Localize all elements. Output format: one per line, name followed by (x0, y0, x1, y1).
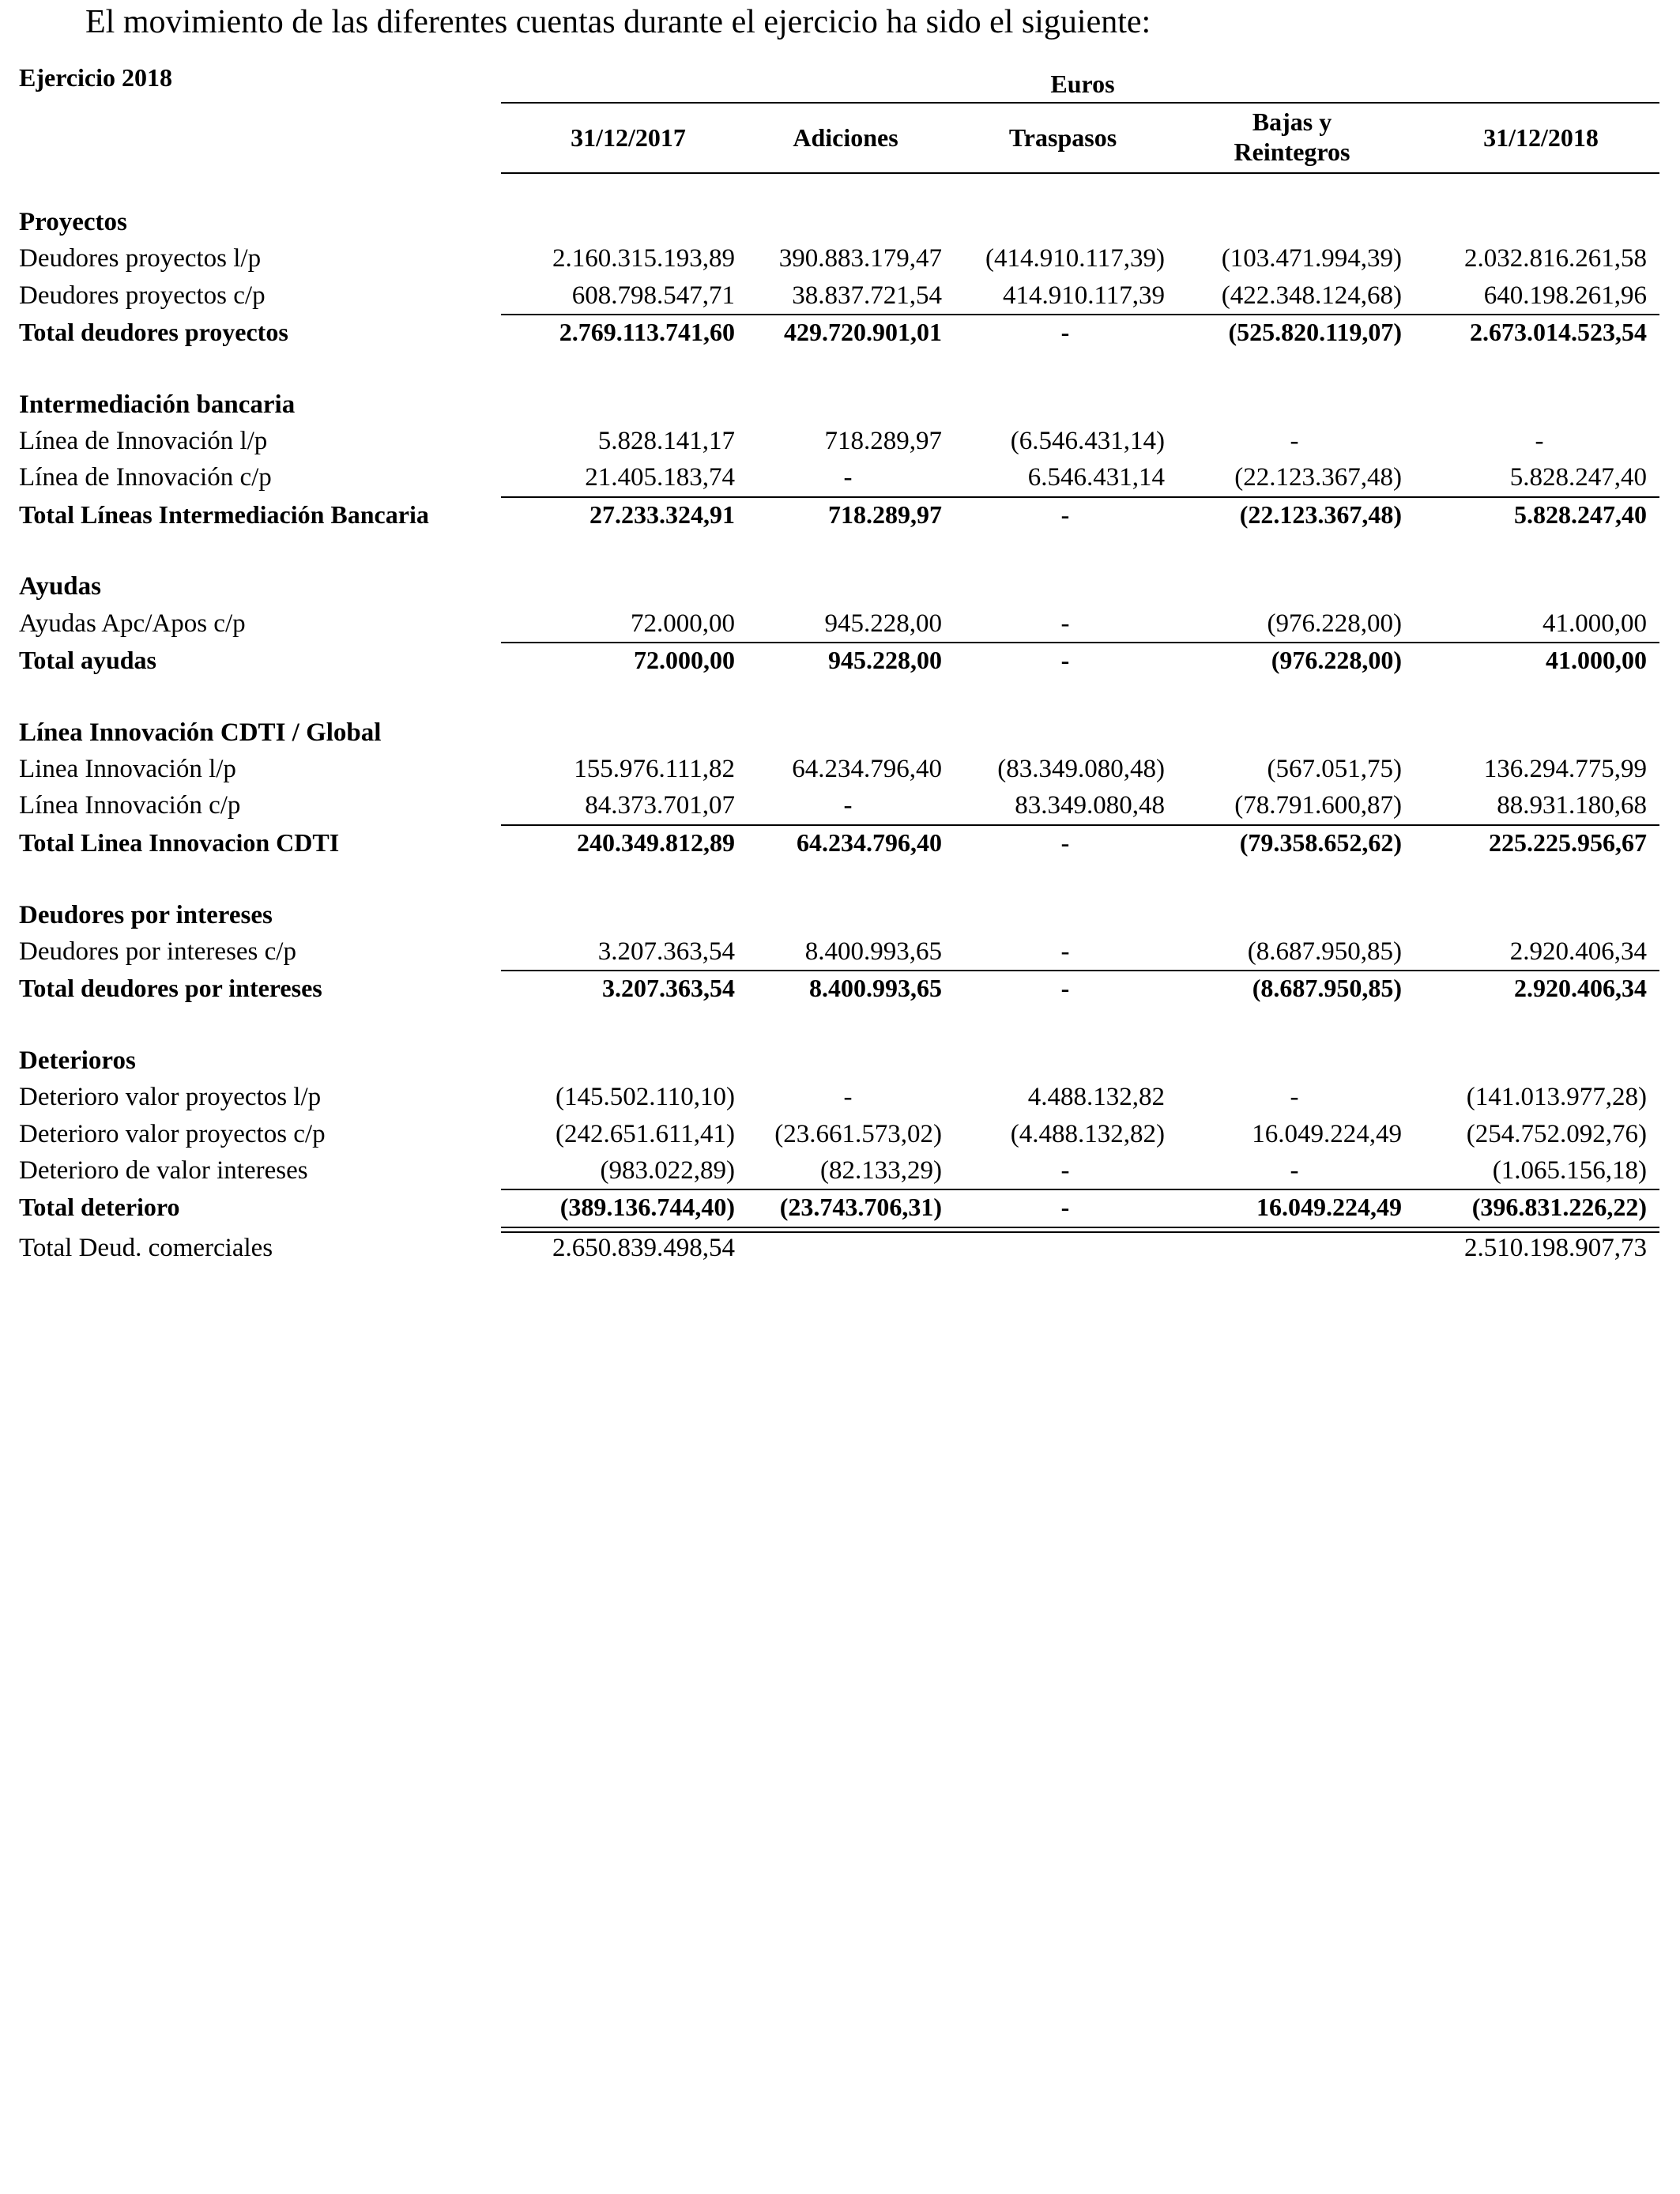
row-label: Total Deud. comerciales (19, 1234, 273, 1263)
cell-value: 64.234.796,40 (797, 827, 942, 857)
cell-value: 83.349.080,48 (1015, 791, 1165, 820)
table-row (0, 423, 1680, 459)
row-label: Total deterioro (19, 1193, 180, 1222)
cell-value: 2.510.198.907,73 (1464, 1234, 1647, 1263)
cell-value: 155.976.111,82 (574, 755, 735, 784)
cell-value: (82.133,29) (820, 1155, 942, 1185)
total-row (0, 642, 1680, 678)
cell-value: 41.000,00 (1543, 609, 1647, 638)
total-row (0, 314, 1680, 350)
row-label: Deudores por intereses c/p (19, 937, 296, 966)
cell-value: (567.051,75) (1267, 755, 1402, 784)
cell-value: (22.123.367,48) (1234, 463, 1402, 492)
row-label: Deudores por intereses (19, 900, 273, 929)
intro-text: El movimiento de las diferentes cuentas durante el ejercicio ha sido el siguiente: (85, 4, 1151, 40)
exercise-title: Ejercicio 2018 (19, 63, 173, 92)
cell-value: 88.931.180,68 (1497, 791, 1647, 820)
cell-value: (396.831.226,22) (1471, 1193, 1647, 1222)
table-row (0, 459, 1680, 496)
row-label: Linea Innovación l/p (19, 755, 236, 784)
cell-value: (145.502.110,10) (555, 1083, 735, 1112)
cell-value: - (1290, 427, 1299, 455)
column-header-label: Traspasos (1008, 123, 1117, 152)
cell-value: (4.488.132,82) (1010, 1119, 1165, 1148)
cell-value: 8.400.993,65 (804, 937, 942, 966)
cell-value: (389.136.744,40) (559, 1193, 735, 1222)
cell-value: (983.022,89) (600, 1155, 735, 1185)
cell-value: 414.910.117,39 (1002, 281, 1165, 310)
table-row (0, 787, 1680, 824)
row-label: Línea Innovación CDTI / Global (19, 718, 382, 747)
cell-value: 2.650.839.498,54 (552, 1234, 735, 1263)
cell-value: - (843, 1083, 853, 1112)
total-row (0, 970, 1680, 1006)
column-header-label: Bajas y (1252, 107, 1332, 136)
cell-value: (414.910.117,39) (985, 244, 1165, 273)
cell-value: 6.546.431,14 (1027, 463, 1165, 492)
total-row (0, 1189, 1680, 1225)
cell-value: 240.349.812,89 (577, 827, 735, 857)
cell-value: - (1290, 1083, 1299, 1112)
row-label: Total Líneas Intermediación Bancaria (19, 499, 429, 529)
cell-value: (976.228,00) (1267, 609, 1402, 638)
cell-value: 5.828.247,40 (1514, 499, 1647, 529)
table-row (0, 240, 1680, 277)
cell-value: (83.349.080,48) (997, 755, 1165, 784)
cell-value: - (1535, 427, 1544, 455)
cell-value: 640.198.261,96 (1483, 281, 1647, 310)
cell-value: 608.798.547,71 (571, 281, 735, 310)
cell-value: - (1060, 646, 1070, 674)
table-row (0, 277, 1680, 314)
row-label: Total ayudas (19, 646, 156, 674)
row-label: Total deudores por intereses (19, 974, 322, 1003)
cell-value: - (1060, 974, 1070, 1003)
cell-value: 390.883.179,47 (778, 244, 942, 273)
cell-value: 4.488.132,82 (1027, 1083, 1165, 1112)
column-header-label: 31/12/2018 (1483, 123, 1599, 152)
cell-value: 5.828.247,40 (1509, 463, 1647, 492)
row-label: Total deudores proyectos (19, 317, 288, 346)
cell-value: (976.228,00) (1271, 646, 1402, 674)
cell-value: (254.752.092,76) (1466, 1119, 1647, 1148)
cell-value: 945.228,00 (828, 646, 942, 674)
row-label: Deterioro valor proyectos c/p (19, 1119, 326, 1148)
cell-value: 945.228,00 (824, 609, 942, 638)
row-label: Línea Innovación c/p (19, 791, 241, 820)
section-header-row (0, 568, 1680, 605)
currency-header: Euros (1050, 70, 1115, 98)
cell-value: 27.233.324,91 (590, 499, 735, 529)
cell-value: 38.837.721,54 (792, 281, 942, 310)
cell-value: (525.820.119,07) (1228, 317, 1402, 346)
section-header-row (0, 714, 1680, 751)
cell-value: - (843, 463, 853, 492)
row-label: Proyectos (19, 208, 127, 236)
cell-value: 21.405.183,74 (585, 463, 735, 492)
row-label: Deterioro valor proyectos l/p (19, 1083, 322, 1112)
cell-value: (8.687.950,85) (1252, 974, 1402, 1003)
row-label: Total Linea Innovacion CDTI (19, 827, 340, 857)
cell-value: (1.065.156,18) (1492, 1155, 1647, 1185)
cell-value: - (1060, 827, 1070, 857)
cell-value: 2.920.406,34 (1514, 974, 1647, 1003)
row-label: Línea de Innovación c/p (19, 463, 272, 492)
cell-value: 3.207.363,54 (597, 937, 735, 966)
cell-value: 2.920.406,34 (1509, 937, 1647, 966)
section-header-row (0, 386, 1680, 423)
cell-value: 8.400.993,65 (809, 974, 942, 1003)
column-header-label-second-line: Reintegros (1234, 138, 1350, 166)
cell-value: 718.289,97 (824, 427, 942, 455)
cell-value: (103.471.994,39) (1221, 244, 1402, 273)
cell-value: 429.720.901,01 (784, 317, 942, 346)
cell-value: (79.358.652,62) (1239, 827, 1402, 857)
cell-value: (23.743.706,31) (779, 1193, 942, 1222)
cell-value: - (1060, 499, 1070, 529)
column-header-label: 31/12/2017 (571, 123, 686, 152)
row-label: Intermediación bancaria (19, 390, 296, 419)
cell-value: (6.546.431,14) (1010, 427, 1165, 455)
table-row (0, 751, 1680, 787)
cell-value: (242.651.611,41) (555, 1119, 735, 1148)
cell-value: (141.013.977,28) (1466, 1083, 1647, 1112)
cell-value: (22.123.367,48) (1239, 499, 1402, 529)
section-header-row (0, 204, 1680, 240)
cell-value: 2.769.113.741,60 (559, 317, 735, 346)
cell-value: 72.000,00 (634, 646, 735, 674)
table-row (0, 933, 1680, 970)
cell-value: - (1060, 1155, 1070, 1185)
row-label: Deterioros (19, 1046, 136, 1075)
cell-value: - (843, 791, 853, 820)
cell-value: (8.687.950,85) (1247, 937, 1402, 966)
cell-value: (422.348.124,68) (1221, 281, 1402, 310)
cell-value: (78.791.600,87) (1234, 791, 1402, 820)
cell-value: - (1060, 937, 1070, 966)
cell-value: (23.661.573,02) (774, 1119, 942, 1148)
cell-value: 84.373.701,07 (585, 791, 735, 820)
total-row (0, 824, 1680, 861)
cell-value: 225.225.956,67 (1489, 827, 1647, 857)
row-label: Deudores proyectos l/p (19, 244, 262, 273)
row-label: Deterioro de valor intereses (19, 1155, 308, 1185)
column-header-label: Adiciones (793, 123, 898, 152)
row-label: Deudores proyectos c/p (19, 281, 266, 310)
cell-value: 2.032.816.261,58 (1464, 244, 1647, 273)
grand-total-row (0, 1230, 1680, 1266)
cell-value: 2.673.014.523,54 (1470, 317, 1647, 346)
cell-value: 16.049.224,49 (1252, 1119, 1402, 1148)
cell-value: 2.160.315.193,89 (552, 244, 735, 273)
cell-value: 72.000,00 (631, 609, 735, 638)
table-row (0, 1079, 1680, 1115)
total-row (0, 496, 1680, 533)
cell-value: - (1060, 1193, 1070, 1222)
section-header-row (0, 897, 1680, 933)
section-header-row (0, 1042, 1680, 1079)
cell-value: 41.000,00 (1546, 646, 1647, 674)
table-row (0, 1152, 1680, 1189)
cell-value: - (1290, 1155, 1299, 1185)
table-row (0, 605, 1680, 642)
row-label: Ayudas Apc/Apos c/p (19, 609, 246, 638)
cell-value: - (1060, 609, 1070, 638)
cell-value: 16.049.224,49 (1256, 1193, 1402, 1222)
cell-value: 718.289,97 (828, 499, 942, 529)
cell-value: 64.234.796,40 (792, 755, 942, 784)
cell-value: 5.828.141,17 (597, 427, 735, 455)
cell-value: 3.207.363,54 (602, 974, 735, 1003)
cell-value: 136.294.775,99 (1483, 755, 1647, 784)
row-label: Línea de Innovación l/p (19, 427, 268, 455)
cell-value: - (1060, 317, 1070, 346)
row-label: Ayudas (19, 572, 101, 601)
table-row (0, 1116, 1680, 1152)
